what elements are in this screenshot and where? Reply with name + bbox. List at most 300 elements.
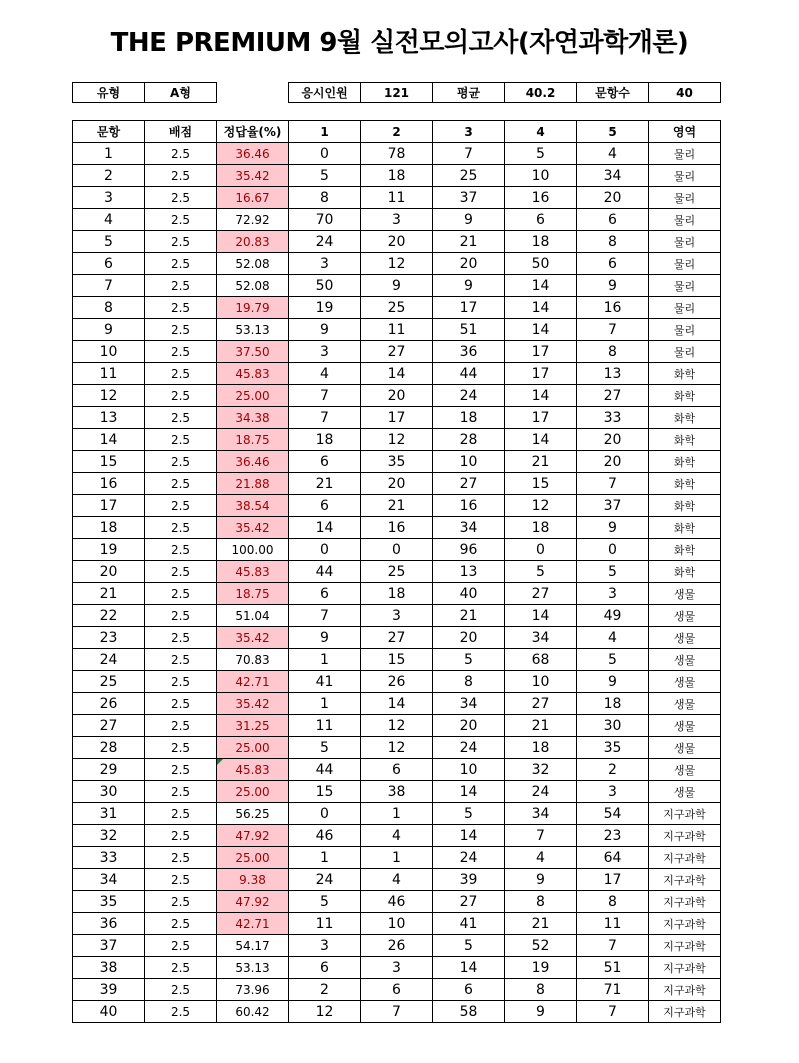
subject-area: 생물 [649,649,721,671]
choice-4-count: 8 [505,891,577,913]
choice-2-count: 0 [361,539,433,561]
correct-rate: 34.38 [217,407,289,429]
table-row [73,253,721,275]
spacer [217,83,289,103]
subject-area: 화학 [649,385,721,407]
correct-rate: 72.92 [217,209,289,231]
choice-1-count: 8 [289,187,361,209]
choice-5-count: 4 [577,627,649,649]
question-number: 33 [73,847,145,869]
choice-4-count: 68 [505,649,577,671]
choice-4-count: 14 [505,319,577,341]
correct-rate: 18.75 [217,583,289,605]
table-row [73,275,721,297]
choice-1-count: 44 [289,759,361,781]
choice-5-count: 54 [577,803,649,825]
choice-5-count: 7 [577,473,649,495]
table-row [73,165,721,187]
choice-3-count: 9 [433,209,505,231]
correct-rate: 18.75 [217,429,289,451]
correct-rate: 25.00 [217,385,289,407]
subject-area: 생물 [649,605,721,627]
choice-1-count: 6 [289,451,361,473]
question-number: 24 [73,649,145,671]
table-row [73,187,721,209]
table-row [73,495,721,517]
choice-1-count: 44 [289,561,361,583]
table-row [73,231,721,253]
question-number: 18 [73,517,145,539]
choice-1-count: 19 [289,297,361,319]
choice-2-count: 6 [361,979,433,1001]
correct-rate: 54.17 [217,935,289,957]
table-row [73,803,721,825]
table-row [73,1001,721,1023]
correct-rate: 47.92 [217,825,289,847]
choice-2-count: 3 [361,957,433,979]
choice-4-count: 21 [505,715,577,737]
choice-3-count: 20 [433,715,505,737]
score: 2.5 [145,979,217,1001]
choice-3-count: 8 [433,671,505,693]
choice-5-count: 37 [577,495,649,517]
table-row [73,539,721,561]
choice-5-count: 11 [577,913,649,935]
choice-4-count: 17 [505,363,577,385]
correct-rate: 47.92 [217,891,289,913]
table-row [73,935,721,957]
choice-1-count: 5 [289,891,361,913]
choice-1-count: 24 [289,869,361,891]
choice-3-count: 34 [433,517,505,539]
results-table [72,120,721,1023]
choice-4-count: 0 [505,539,577,561]
choice-1-count: 50 [289,275,361,297]
questions-label: 문항수 [577,83,649,103]
score: 2.5 [145,869,217,891]
choice-4-count: 18 [505,517,577,539]
choice-2-count: 78 [361,143,433,165]
table-row [73,847,721,869]
choice-2-count: 11 [361,319,433,341]
choice-3-count: 27 [433,891,505,913]
summary-table [72,82,721,103]
subject-area: 물리 [649,143,721,165]
score: 2.5 [145,407,217,429]
choice-2-count: 26 [361,935,433,957]
choice-5-count: 9 [577,671,649,693]
subject-area: 지구과학 [649,891,721,913]
choice-4-count: 5 [505,143,577,165]
subject-area: 지구과학 [649,935,721,957]
choice-3-count: 14 [433,957,505,979]
choice-5-count: 8 [577,891,649,913]
choice-1-count: 1 [289,847,361,869]
question-number: 9 [73,319,145,341]
question-number: 19 [73,539,145,561]
choice-5-count: 3 [577,583,649,605]
choice-5-count: 64 [577,847,649,869]
choice-3-count: 10 [433,451,505,473]
choice-4-count: 14 [505,429,577,451]
choice-3-count: 40 [433,583,505,605]
choice-4-count: 5 [505,561,577,583]
table-row [73,869,721,891]
table-row [73,363,721,385]
choice-3-count: 24 [433,737,505,759]
choice-5-count: 8 [577,231,649,253]
choice-4-count: 15 [505,473,577,495]
choice-3-count: 21 [433,605,505,627]
choice-2-count: 4 [361,825,433,847]
table-row [73,341,721,363]
correct-rate: 52.08 [217,253,289,275]
question-number: 17 [73,495,145,517]
score: 2.5 [145,781,217,803]
choice-5-count: 71 [577,979,649,1001]
score: 2.5 [145,583,217,605]
question-number: 30 [73,781,145,803]
choice-4-count: 50 [505,253,577,275]
score: 2.5 [145,715,217,737]
average-label: 평균 [433,83,505,103]
choice-1-count: 46 [289,825,361,847]
choice-4-count: 34 [505,803,577,825]
score: 2.5 [145,341,217,363]
score: 2.5 [145,935,217,957]
choice-5-count: 49 [577,605,649,627]
question-number: 12 [73,385,145,407]
subject-area: 생물 [649,671,721,693]
score: 2.5 [145,165,217,187]
choice-5-count: 20 [577,429,649,451]
table-row [73,583,721,605]
score: 2.5 [145,957,217,979]
subject-area: 생물 [649,781,721,803]
table-row [73,715,721,737]
choice-4-count: 21 [505,913,577,935]
subject-area: 지구과학 [649,803,721,825]
question-number: 5 [73,231,145,253]
choice-3-count: 28 [433,429,505,451]
page-title: THE PREMIUM 9월 실전모의고사(자연과학개론) [110,28,689,58]
question-number: 2 [73,165,145,187]
choice-5-count: 35 [577,737,649,759]
correct-rate: 100.00 [217,539,289,561]
header-row [73,121,721,143]
correct-rate: 45.83 [217,561,289,583]
subject-area: 지구과학 [649,957,721,979]
subject-area: 지구과학 [649,869,721,891]
score: 2.5 [145,737,217,759]
correct-rate: 25.00 [217,781,289,803]
choice-2-count: 12 [361,737,433,759]
table-row [73,627,721,649]
score: 2.5 [145,143,217,165]
type-value: A형 [145,83,217,103]
correct-rate: 25.00 [217,847,289,869]
choice-4-count: 10 [505,671,577,693]
choice-4-count: 10 [505,165,577,187]
subject-area: 지구과학 [649,1001,721,1023]
choice-2-count: 9 [361,275,433,297]
choice-2-count: 15 [361,649,433,671]
choice-3-count: 14 [433,825,505,847]
correct-rate: 31.25 [217,715,289,737]
choice-5-count: 6 [577,209,649,231]
choice-3-count: 20 [433,253,505,275]
correct-rate: 35.42 [217,627,289,649]
table-row [73,781,721,803]
choice-2-count: 46 [361,891,433,913]
subject-area: 화학 [649,495,721,517]
table-row [73,891,721,913]
subject-area: 생물 [649,583,721,605]
table-row [73,649,721,671]
choice-3-count: 39 [433,869,505,891]
correct-rate: 20.83 [217,231,289,253]
choice-2-count: 12 [361,715,433,737]
question-number: 39 [73,979,145,1001]
choice-2-count: 10 [361,913,433,935]
table-row [73,671,721,693]
choice-2-count: 16 [361,517,433,539]
choice-5-count: 7 [577,935,649,957]
choice-1-count: 7 [289,407,361,429]
correct-rate: 35.42 [217,517,289,539]
choice-2-count: 25 [361,561,433,583]
choice-2-count: 4 [361,869,433,891]
score: 2.5 [145,363,217,385]
choice-5-count: 23 [577,825,649,847]
choice-4-count: 27 [505,583,577,605]
choice-5-count: 18 [577,693,649,715]
choice-2-count: 6 [361,759,433,781]
choice-5-count: 0 [577,539,649,561]
choice-5-count: 51 [577,957,649,979]
choice-2-count: 17 [361,407,433,429]
score: 2.5 [145,517,217,539]
choice-2-count: 14 [361,363,433,385]
subject-area: 지구과학 [649,847,721,869]
question-number: 13 [73,407,145,429]
choice-3-count: 37 [433,187,505,209]
choice-2-count: 27 [361,627,433,649]
choice-4-count: 14 [505,275,577,297]
choice-4-count: 16 [505,187,577,209]
choice-4-count: 17 [505,407,577,429]
header-choice-3: 3 [433,121,505,143]
choice-1-count: 5 [289,737,361,759]
choice-3-count: 18 [433,407,505,429]
correct-rate: 35.42 [217,693,289,715]
correct-rate: 21.88 [217,473,289,495]
choice-3-count: 6 [433,979,505,1001]
choice-2-count: 20 [361,473,433,495]
choice-3-count: 14 [433,781,505,803]
choice-4-count: 8 [505,979,577,1001]
score: 2.5 [145,671,217,693]
choice-4-count: 18 [505,231,577,253]
score: 2.5 [145,275,217,297]
choice-5-count: 34 [577,165,649,187]
choice-5-count: 7 [577,319,649,341]
choice-3-count: 27 [433,473,505,495]
choice-5-count: 9 [577,275,649,297]
choice-4-count: 6 [505,209,577,231]
choice-4-count: 17 [505,341,577,363]
header-rate: 정답율(%) [217,121,289,143]
score: 2.5 [145,231,217,253]
question-number: 14 [73,429,145,451]
table-row [73,693,721,715]
table-row [73,209,721,231]
choice-2-count: 26 [361,671,433,693]
choice-4-count: 9 [505,869,577,891]
header-question: 문항 [73,121,145,143]
choice-3-count: 58 [433,1001,505,1023]
correct-rate: 42.71 [217,913,289,935]
choice-1-count: 11 [289,913,361,935]
choice-1-count: 11 [289,715,361,737]
choice-2-count: 12 [361,429,433,451]
choice-5-count: 13 [577,363,649,385]
score: 2.5 [145,495,217,517]
choice-3-count: 5 [433,935,505,957]
choice-5-count: 33 [577,407,649,429]
correct-rate: 52.08 [217,275,289,297]
choice-1-count: 7 [289,385,361,407]
question-number: 15 [73,451,145,473]
table-row [73,605,721,627]
questions-value: 40 [649,83,721,103]
score: 2.5 [145,649,217,671]
score: 2.5 [145,319,217,341]
choice-5-count: 20 [577,187,649,209]
subject-area: 화학 [649,429,721,451]
choice-2-count: 3 [361,605,433,627]
subject-area: 생물 [649,627,721,649]
choice-3-count: 10 [433,759,505,781]
subject-area: 화학 [649,407,721,429]
choice-3-count: 5 [433,803,505,825]
choice-4-count: 14 [505,605,577,627]
choice-1-count: 3 [289,341,361,363]
choice-3-count: 17 [433,297,505,319]
table-row [73,143,721,165]
question-number: 23 [73,627,145,649]
correct-rate: 25.00 [217,737,289,759]
question-number: 35 [73,891,145,913]
choice-5-count: 5 [577,561,649,583]
score: 2.5 [145,451,217,473]
question-number: 8 [73,297,145,319]
question-number: 7 [73,275,145,297]
correct-rate: 16.67 [217,187,289,209]
choice-1-count: 6 [289,957,361,979]
choice-1-count: 0 [289,143,361,165]
choice-1-count: 9 [289,627,361,649]
table-row [73,759,721,781]
table-row [73,385,721,407]
choice-1-count: 21 [289,473,361,495]
subject-area: 화학 [649,561,721,583]
choice-2-count: 20 [361,385,433,407]
choice-2-count: 14 [361,693,433,715]
correct-rate: 38.54 [217,495,289,517]
table-row [73,561,721,583]
choice-2-count: 1 [361,847,433,869]
score: 2.5 [145,385,217,407]
choice-4-count: 14 [505,385,577,407]
choice-4-count: 24 [505,781,577,803]
choice-5-count: 20 [577,451,649,473]
choice-1-count: 41 [289,671,361,693]
subject-area: 화학 [649,517,721,539]
question-number: 32 [73,825,145,847]
question-number: 38 [73,957,145,979]
header-score: 배점 [145,121,217,143]
choice-5-count: 5 [577,649,649,671]
choice-1-count: 0 [289,539,361,561]
choice-4-count: 52 [505,935,577,957]
header-choice-5: 5 [577,121,649,143]
score: 2.5 [145,891,217,913]
subject-area: 화학 [649,539,721,561]
question-number: 1 [73,143,145,165]
choice-5-count: 16 [577,297,649,319]
correct-rate: 42.71 [217,671,289,693]
choice-4-count: 12 [505,495,577,517]
choice-1-count: 4 [289,363,361,385]
question-number: 34 [73,869,145,891]
choice-1-count: 70 [289,209,361,231]
choice-4-count: 21 [505,451,577,473]
correct-rate: 37.50 [217,341,289,363]
choice-4-count: 18 [505,737,577,759]
choice-3-count: 9 [433,275,505,297]
choice-3-count: 5 [433,649,505,671]
subject-area: 지구과학 [649,913,721,935]
subject-area: 생물 [649,715,721,737]
type-label: 유형 [73,83,145,103]
score: 2.5 [145,825,217,847]
correct-rate: 36.46 [217,143,289,165]
choice-3-count: 13 [433,561,505,583]
table-row [73,451,721,473]
score: 2.5 [145,627,217,649]
choice-5-count: 30 [577,715,649,737]
correct-rate: 70.83 [217,649,289,671]
subject-area: 물리 [649,253,721,275]
question-number: 4 [73,209,145,231]
examinees-value: 121 [361,83,433,103]
subject-area: 물리 [649,209,721,231]
choice-1-count: 24 [289,231,361,253]
question-number: 11 [73,363,145,385]
choice-4-count: 19 [505,957,577,979]
choice-2-count: 7 [361,1001,433,1023]
choice-3-count: 36 [433,341,505,363]
question-number: 3 [73,187,145,209]
choice-5-count: 27 [577,385,649,407]
subject-area: 화학 [649,451,721,473]
choice-1-count: 6 [289,583,361,605]
choice-1-count: 6 [289,495,361,517]
choice-2-count: 20 [361,231,433,253]
choice-2-count: 18 [361,165,433,187]
choice-2-count: 38 [361,781,433,803]
